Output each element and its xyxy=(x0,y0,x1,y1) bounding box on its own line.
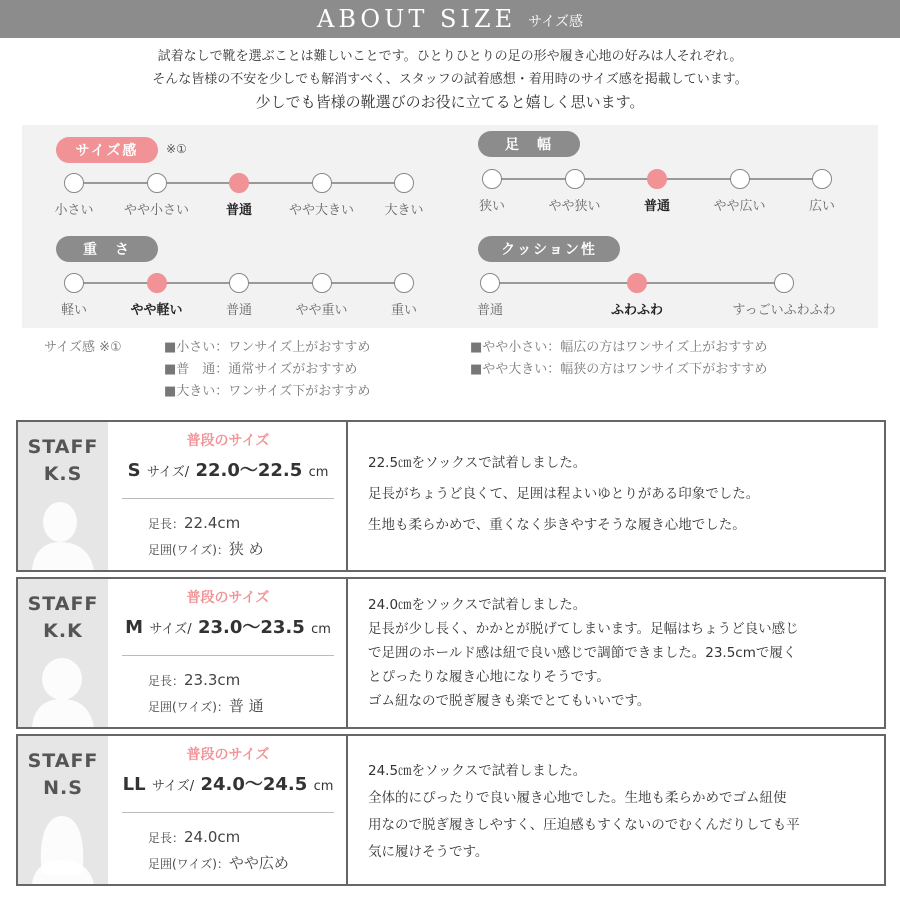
notes-heading: サイズ感 ※① xyxy=(44,340,122,355)
comment-line: 足長がちょうど良くて、足囲は程よいゆとりがある印象でした。 xyxy=(368,486,760,502)
foot-width-label: 足囲(ワイズ)： xyxy=(148,700,229,714)
staff-portrait-area xyxy=(18,736,108,884)
staff-initials: K.S xyxy=(43,463,83,485)
header-bar xyxy=(0,0,900,38)
size-range: 24.0〜24.5 xyxy=(200,774,308,795)
width-scale-label: 普通 xyxy=(643,199,671,214)
comment-line: 24.0㎝をソックスで試着しました。 xyxy=(368,597,587,613)
cushion-scale-dot xyxy=(480,273,500,293)
weight-scale-dot xyxy=(147,273,167,293)
comment-line: ゴム紐なので脱ぎ履きも楽でとてもいいです。 xyxy=(368,693,651,709)
comment-line: とぴったりな履き心地になりそうです。 xyxy=(368,669,610,685)
intro-text xyxy=(0,45,900,114)
foot-width-label: 足囲(ワイズ)： xyxy=(148,543,229,557)
size-unit: cm xyxy=(313,779,334,794)
weight-scale xyxy=(60,273,418,323)
divider xyxy=(122,812,334,813)
staff-comment xyxy=(368,593,874,713)
note-left-1: ■小さい：ワンサイズ上がおすすめ xyxy=(164,340,371,355)
person-silhouette-icon xyxy=(30,647,96,727)
size-unit: cm xyxy=(308,465,329,480)
staff-name xyxy=(18,748,108,802)
weight-scale-title: 重 さ xyxy=(56,236,158,262)
foot-width xyxy=(148,538,264,559)
intro-line-2: そんな皆様の不安を少しでも解消すべく、スタッフの試着感想・着用時のサイズ感を掲載しています。 xyxy=(152,72,748,87)
person-silhouette-icon xyxy=(30,490,96,570)
note-right-1: ■やや小さい：幅広の方はワンサイズ上がおすすめ xyxy=(470,340,768,355)
width-scale-dot xyxy=(647,169,667,189)
foot-width xyxy=(148,852,289,873)
staff-label: STAFF xyxy=(27,750,99,772)
weight-scale-dot xyxy=(394,273,414,293)
divider xyxy=(122,655,334,656)
size-code: M xyxy=(125,617,144,638)
staff-initials: N.S xyxy=(43,777,83,799)
staff-card-ks xyxy=(16,420,886,572)
staff-card-kk xyxy=(16,577,886,729)
width-scale-title: 足 幅 xyxy=(478,131,580,157)
width-scale-label: やや広い xyxy=(713,199,766,214)
size-scale-dot xyxy=(312,173,332,193)
size-scale-title: サイズ感 xyxy=(56,137,158,163)
foot-width-value: 狭 め xyxy=(228,540,264,558)
foot-width-label: 足囲(ワイズ)： xyxy=(148,857,229,871)
intro-line-3: 少しでも皆様の靴選びのお役に立てると嬉しく思います。 xyxy=(255,93,645,111)
staff-portrait-area xyxy=(18,422,108,570)
width-scale xyxy=(478,169,836,219)
comment-line: 足長が少し長く、かかとが脱げてしまいます。足幅はちょうど良い感じ xyxy=(368,621,799,637)
comment-line: 気に履けそうです。 xyxy=(368,844,489,860)
size-scale-label: 大きい xyxy=(384,203,424,218)
size-word: サイズ/ xyxy=(151,779,195,794)
comment-line: で足囲のホールド感は紐で良い感じで調節できました。23.5cmで履く xyxy=(368,645,797,661)
foot-length-value: 23.3cm xyxy=(184,671,241,689)
staff-card-ns xyxy=(16,734,886,886)
cushion-scale-dot xyxy=(774,273,794,293)
note-left-2: ■普 通：通常サイズがおすすめ xyxy=(164,362,358,377)
size-code: LL xyxy=(122,774,146,795)
intro-line-1: 試着なしで靴を選ぶことは難しいことです。ひとりひとりの足の形や履き心地の好みは人それぞれ。 xyxy=(157,49,743,64)
weight-scale-label: 普通 xyxy=(225,303,253,318)
size-word: サイズ/ xyxy=(149,622,192,637)
staff-size-info xyxy=(108,736,348,884)
width-scale-dot xyxy=(482,169,502,189)
size-scale-dot xyxy=(229,173,249,193)
foot-length-value: 24.0cm xyxy=(184,828,241,846)
size-scale-dot xyxy=(64,173,84,193)
size-scale-label: やや大きい xyxy=(288,203,355,218)
weight-scale-dot xyxy=(312,273,332,293)
size-scale-label: やや小さい xyxy=(123,203,190,218)
width-scale-dot xyxy=(730,169,750,189)
size-scale-dot xyxy=(147,173,167,193)
comment-line: 22.5㎝をソックスで試着しました。 xyxy=(368,455,587,471)
notes-right xyxy=(470,337,767,381)
comment-line: 24.5㎝をソックスで試着しました。 xyxy=(368,763,587,779)
size-range: 23.0〜23.5 xyxy=(197,617,305,638)
weight-scale-dot xyxy=(229,273,249,293)
comment-line: 全体的にぴったりで良い履き心地でした。生地も柔らかめでゴム紐使 xyxy=(368,790,787,806)
width-scale-label: やや狭い xyxy=(548,199,601,214)
foot-width xyxy=(148,695,264,716)
usual-size-value xyxy=(108,456,348,482)
foot-length xyxy=(148,671,240,689)
staff-name xyxy=(18,434,108,488)
staff-name xyxy=(18,591,108,645)
size-unit: cm xyxy=(311,622,331,637)
weight-scale-label: 重い xyxy=(390,303,418,318)
cushion-scale-dot xyxy=(627,273,647,293)
weight-scale-label: やや軽い xyxy=(130,303,183,318)
weight-scale-label: やや重い xyxy=(295,303,348,318)
cushion-scale xyxy=(476,273,836,323)
note-right-2: ■やや大きい：幅狭の方はワンサイズ下がおすすめ xyxy=(470,362,768,377)
width-scale-dot xyxy=(812,169,832,189)
cushion-scale-title: クッション性 xyxy=(478,236,620,262)
size-scale-dot xyxy=(394,173,414,193)
weight-scale-dot xyxy=(64,273,84,293)
staff-comment xyxy=(368,448,874,541)
note-left-3: ■大きい：ワンサイズ下がおすすめ xyxy=(164,384,371,399)
foot-length-label: 足長： xyxy=(148,517,185,531)
foot-width-value: 普 通 xyxy=(228,697,264,715)
size-code: S xyxy=(127,460,141,481)
cushion-scale-label: すっごいふわふわ xyxy=(732,303,836,318)
foot-length xyxy=(148,828,240,846)
usual-size-label: 普段のサイズ xyxy=(186,747,270,763)
foot-length-value: 22.4cm xyxy=(184,514,241,532)
width-scale-label: 狭い xyxy=(478,199,506,214)
foot-width-value: やや広め xyxy=(228,854,289,872)
scales-panel xyxy=(22,125,878,328)
staff-label: STAFF xyxy=(27,593,99,615)
foot-length-label: 足長： xyxy=(148,831,185,845)
cushion-scale-label: ふわふわ xyxy=(610,303,664,318)
divider xyxy=(122,498,334,499)
size-scale-label: 普通 xyxy=(225,203,253,218)
staff-portrait-area xyxy=(18,579,108,727)
notes-left xyxy=(164,337,370,403)
person-silhouette-icon xyxy=(30,804,96,884)
comment-line: 生地も柔らかめで、重くなく歩きやすそうな履き心地でした。 xyxy=(368,517,746,533)
usual-size-value xyxy=(108,613,348,639)
width-scale-dot xyxy=(565,169,585,189)
staff-size-info xyxy=(108,422,348,570)
staff-initials: K.K xyxy=(43,620,83,642)
size-scale-label: 小さい xyxy=(54,203,94,218)
header-subtitle: サイズ感 xyxy=(528,14,583,30)
staff-comment xyxy=(368,758,874,866)
cushion-scale-label: 普通 xyxy=(476,303,504,318)
size-scale xyxy=(54,173,424,223)
foot-length-label: 足長： xyxy=(148,674,185,688)
size-range: 22.0〜22.5 xyxy=(195,460,303,481)
size-note-ref: ※① xyxy=(166,142,187,156)
staff-size-info xyxy=(108,579,348,727)
usual-size-label: 普段のサイズ xyxy=(186,433,270,449)
width-scale-label: 広い xyxy=(808,199,836,214)
foot-length xyxy=(148,514,240,532)
staff-label: STAFF xyxy=(27,436,99,458)
usual-size-label: 普段のサイズ xyxy=(186,590,270,606)
comment-line: 用なので脱ぎ履きしやすく、圧迫感もすくないのでむくんだりしても平 xyxy=(368,817,800,833)
header-title: ABOUT SIZE xyxy=(317,5,517,33)
weight-scale-label: 軽い xyxy=(60,303,88,318)
size-word: サイズ/ xyxy=(146,465,190,480)
usual-size-value xyxy=(108,770,348,796)
